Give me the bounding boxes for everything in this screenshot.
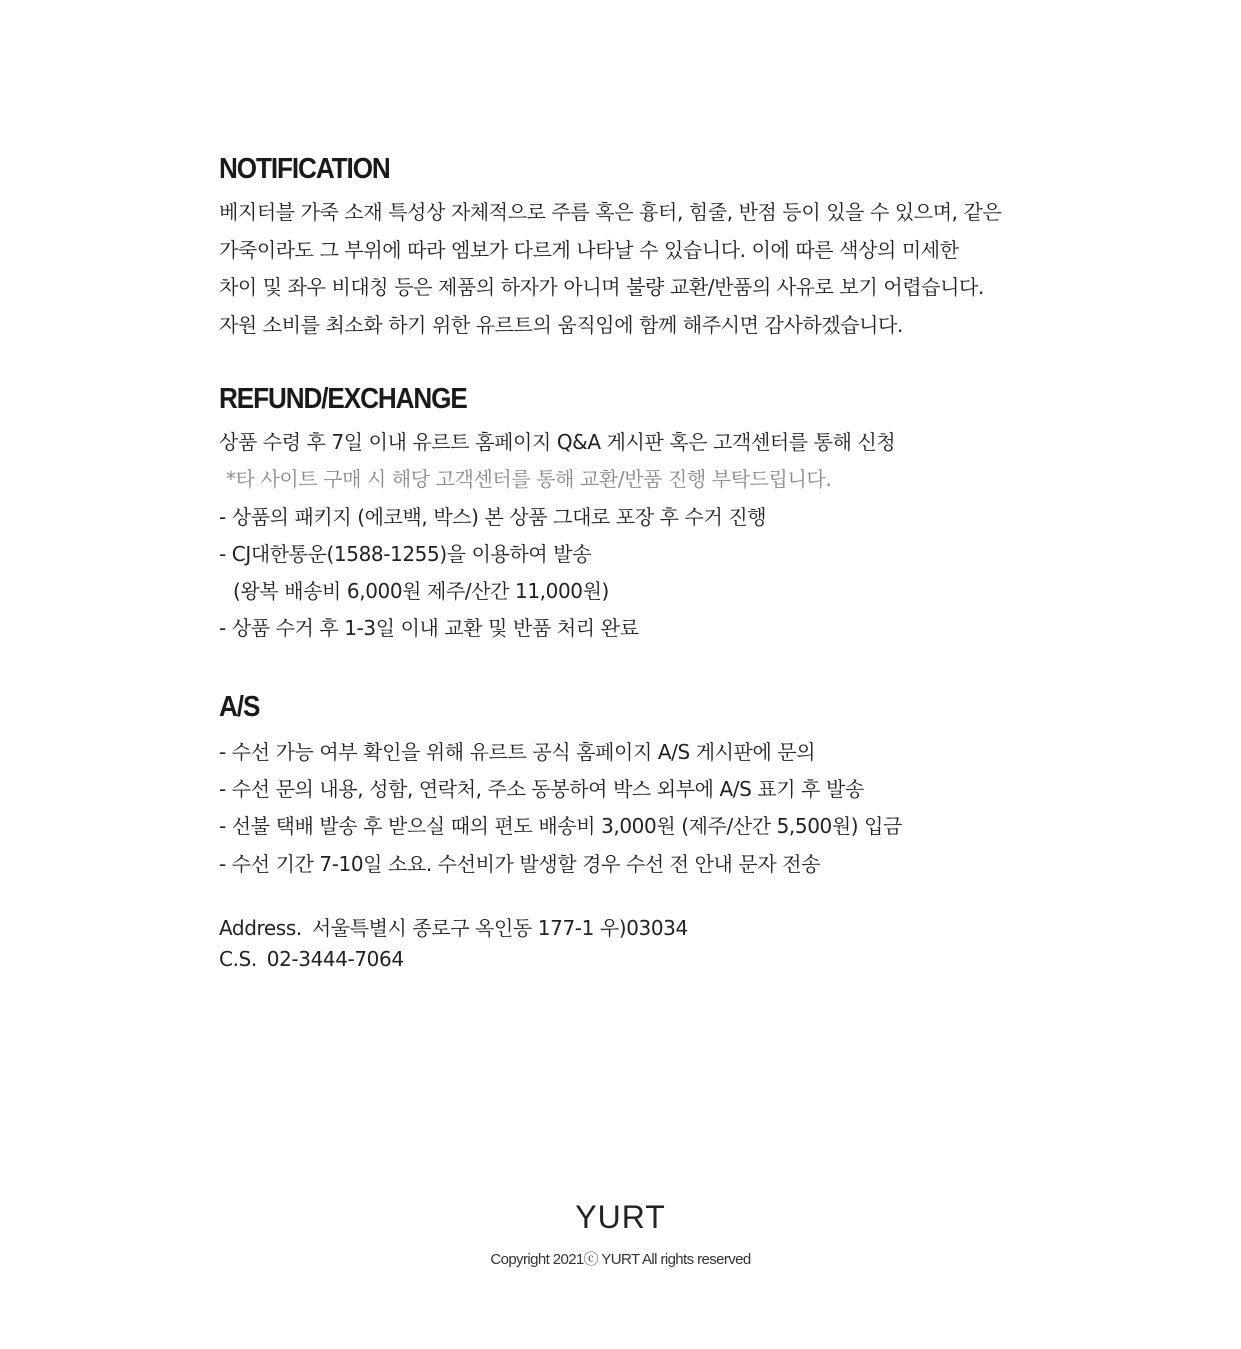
address-value: 서울특별시 종로구 옥인동 177-1 우)03034 xyxy=(311,916,688,940)
refund-exchange-section xyxy=(219,380,1039,648)
contact-info xyxy=(219,913,688,975)
cs-phone: 02-3444-7064 xyxy=(266,947,404,971)
shipping-fee-note: (왕복 배송비 6,000원 제주/산간 11,000원) xyxy=(233,579,609,604)
list-item: - 수선 문의 내용, 성함, 연락처, 주소 동봉하여 박스 외부에 A/S 표기 후 발송 xyxy=(219,777,864,802)
copyright-text: Copyright 2021ⓒ YURT All rights reserved xyxy=(490,1251,751,1268)
list-item: - 수선 기간 7-10일 소요. 수선비가 발생할 경우 수선 전 안내 문자 전송 xyxy=(219,851,821,876)
notification-line: 베지터블 가죽 소재 특성상 자체적으로 주름 혹은 흉터, 힘줄, 반점 등이 있을 수 있으며, 같은 xyxy=(219,200,1002,224)
cs-label: C.S. xyxy=(219,947,257,971)
purchase-note: *타 사이트 구매 시 해당 고객센터를 통해 교환/반품 진행 부탁드립니다. xyxy=(226,467,832,492)
list-item: 상품 수령 후 7일 이내 유르트 홈페이지 Q&A 게시판 혹은 고객센터를 통해 신청 xyxy=(219,430,896,454)
notification-line: 가죽이라도 그 부위에 따라 엠보가 다르게 나타날 수 있습니다. 이에 따른 색상의 미세한 xyxy=(219,237,959,262)
address-row xyxy=(219,913,688,944)
as-title: A/S xyxy=(219,690,260,723)
list-item: - 수선 가능 여부 확인을 위해 유르트 공식 홈페이지 A/S 게시판에 문의 xyxy=(219,739,816,764)
notification-section xyxy=(219,150,1039,344)
as-section xyxy=(219,688,1039,883)
notification-title: NOTIFICATION xyxy=(219,153,390,185)
notification-text xyxy=(219,194,1039,344)
as-list xyxy=(219,734,1039,883)
list-item: - 선불 택배 발송 후 받으실 때의 편도 배송비 3,000원 (제주/산간 5,500원) 입금 xyxy=(219,814,902,839)
notification-line: 차이 및 좌우 비대칭 등은 제품의 하자가 아니며 불량 교환/반품의 사유로 보기 어렵습니다. xyxy=(219,275,984,299)
notification-line: 자원 소비를 최소화 하기 위한 유르트의 움직임에 함께 해주시면 감사하겠습니다. xyxy=(219,312,903,337)
brand-logo: YURT xyxy=(575,1199,666,1235)
list-item: - 상품 수거 후 1-3일 이내 교환 및 반품 처리 완료 xyxy=(219,616,639,641)
list-item: - 상품의 패키지 (에코백, 박스) 본 상품 그대로 포장 후 수거 진행 xyxy=(219,504,767,529)
list-item: - CJ대한통운(1588-1255)을 이용하여 발송 xyxy=(219,541,592,566)
refund-exchange-title: REFUND/EXCHANGE xyxy=(219,383,467,415)
cs-row xyxy=(219,944,688,975)
address-label: Address. xyxy=(219,916,302,940)
policy-content xyxy=(219,150,1039,921)
refund-exchange-list xyxy=(219,424,1039,648)
